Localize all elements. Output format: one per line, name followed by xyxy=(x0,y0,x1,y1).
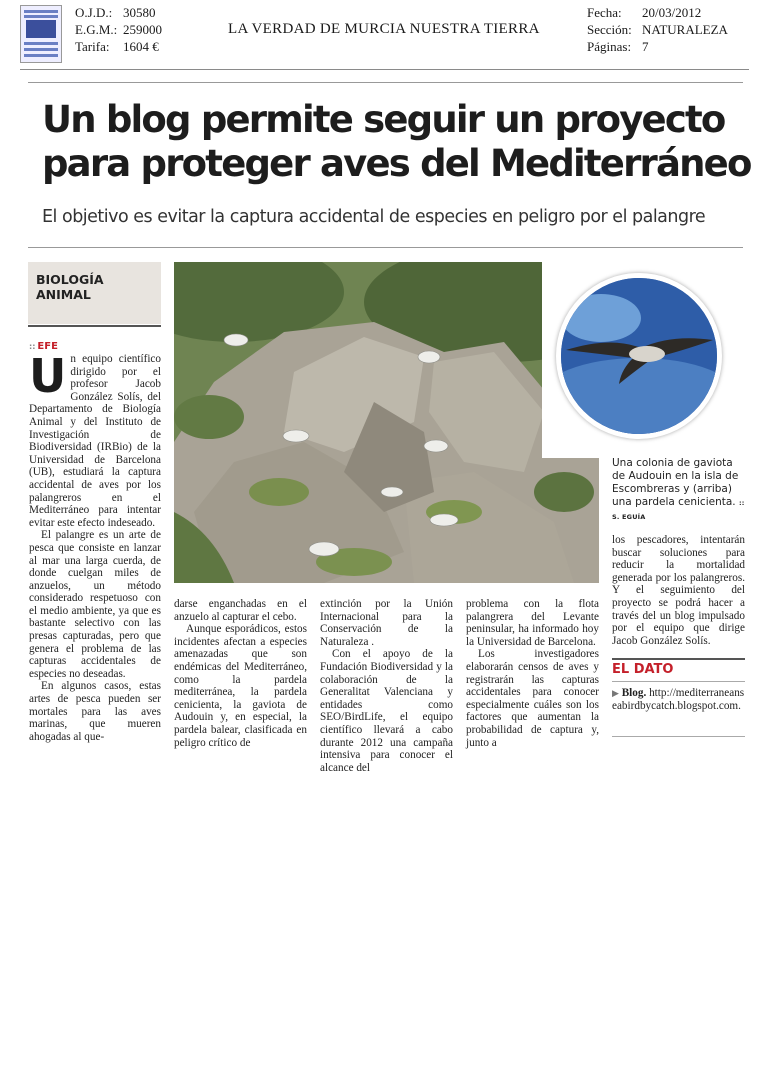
header-divider xyxy=(20,69,749,70)
dots-icon: :: xyxy=(29,342,36,351)
egm-value: 259000 xyxy=(123,22,162,37)
seagull-colony-photo xyxy=(174,262,599,583)
paragraph-text: n equipo científico dirigido por el profesor Jacob González Solís, del Departamento de Biología Animal y del Instituto de Investigación de Biodiversidad (IRBio) de la Universidad de Barcelona (UB), estudiará la captura accidental de aves por los palangreros en el Mediterráneo para intentar evitar este efecto indeseado. xyxy=(29,353,161,529)
body-column-5 xyxy=(612,534,745,647)
fecha-label: Fecha: xyxy=(587,5,622,20)
top-rule xyxy=(28,82,743,83)
seccion-value: NATURALEZA xyxy=(642,22,728,37)
triangle-right-icon: ▶ xyxy=(612,688,619,698)
subheadline: El objetivo es evitar la captura accidental de especies en peligro por el palangre xyxy=(42,207,706,227)
section-rule xyxy=(28,325,161,327)
body-column-4 xyxy=(466,598,599,749)
paragraph: problema con la flota palangrera del Levante peninsular, ha informado hoy la Universidad de Barcelona. xyxy=(466,598,599,648)
paragraph: Los investigadores elaborarán censos de aves y registrarán las capturas accidentales para conocer especialmente cuáles son los factores que aumentan la probabilidad de captura y, junto a xyxy=(466,648,599,749)
caption-text: Una colonia de gaviota de Audouin en la isla de Escombreras y (arriba) una pardela cenicienta. xyxy=(612,457,739,508)
dato-body xyxy=(612,687,745,713)
ojd-label: O.J.D.: xyxy=(75,5,113,20)
headline xyxy=(42,98,752,186)
section-line-2: ANIMAL xyxy=(36,287,91,302)
blog-url: http://mediterraneanseabirdbycatch.blogspot.com. xyxy=(612,687,745,712)
date-meta xyxy=(587,4,728,55)
dropcap: U xyxy=(29,349,67,403)
headline-line-1: Un blog permite seguir un proyecto xyxy=(42,98,725,141)
headline-line-2: para proteger aves del Mediterráneo xyxy=(42,142,751,185)
page-thumbnail xyxy=(20,5,62,63)
section-line-1: BIOLOGÍA xyxy=(36,272,104,287)
tarifa-value: 1604 € xyxy=(123,39,159,54)
paginas-value: 7 xyxy=(642,39,649,54)
paragraph: darse enganchadas en el anzuelo al capturar el cebo. xyxy=(174,598,307,623)
dato-end-rule xyxy=(612,736,745,737)
paginas-label: Páginas: xyxy=(587,39,632,54)
clipping-header xyxy=(0,0,769,70)
audience-meta xyxy=(75,4,162,55)
body-column-1 xyxy=(29,349,161,743)
shearwater-inset-photo xyxy=(556,273,722,439)
paragraph: En algunos casos, estas artes de pesca pueden ser mortales para las aves marinas, que mueren ahogadas al que- xyxy=(29,680,161,743)
subhead-rule xyxy=(28,247,743,248)
paragraph: Aunque esporádicos, estos incidentes afectan a especies amenazadas que son endémicas del Mediterráneo, como la pardela mediterránea, la pardela cenicienta, la gaviota de Audouin y, en especial, la pardela balear, clasificada en peligro crítico de xyxy=(174,623,307,749)
dato-rule xyxy=(612,658,745,660)
egm-label: E.G.M.: xyxy=(75,22,118,37)
ojd-value: 30580 xyxy=(123,5,156,20)
tarifa-label: Tarifa: xyxy=(75,39,110,54)
dato-separator xyxy=(612,681,745,682)
paragraph: extinción por la Unión Internacional para la Conservación de la Naturaleza . xyxy=(320,598,453,648)
paragraph: El palangre es un arte de pesca que consiste en lanzar al mar una larga cuerda, de donde cuelgan miles de anzuelos, un método considerado respetuoso con el medio ambiente, ya que es bastante selectivo con las presas capturadas, pero que genera el problema de las capturas accidentales de especies no deseadas. xyxy=(29,529,161,680)
body-column-3 xyxy=(320,598,453,774)
paragraph: los pescadores, intentarán buscar soluciones para reducir la mortalidad generada por los palangreros. Y el seguimiento del proyecto se podrá hacer a través del un blog impulsado por el equipo que dirige Jacob González Solís. xyxy=(612,534,745,647)
dato-label: Blog. xyxy=(621,687,647,699)
paragraph xyxy=(29,349,161,529)
publication-name: LA VERDAD DE MURCIA NUESTRA TIERRA xyxy=(228,21,540,37)
photo-credit: :: S. EGUÍA xyxy=(612,499,745,521)
section-badge xyxy=(28,262,161,324)
photo-caption xyxy=(612,457,747,524)
paragraph: Con el apoyo de la Fundación Biodiversidad y la colaboración de la Generalitat Valenciana y entidades como SEO/BirdLife, el equipo científico llevará a cabo durante 2012 una campaña intensiva para conocer el alcance del xyxy=(320,648,453,774)
seccion-label: Sección: xyxy=(587,22,632,37)
body-column-2 xyxy=(174,598,307,749)
fecha-value: 20/03/2012 xyxy=(642,5,702,20)
agency-name: EFE xyxy=(37,341,58,352)
dato-title: EL DATO xyxy=(612,662,674,677)
